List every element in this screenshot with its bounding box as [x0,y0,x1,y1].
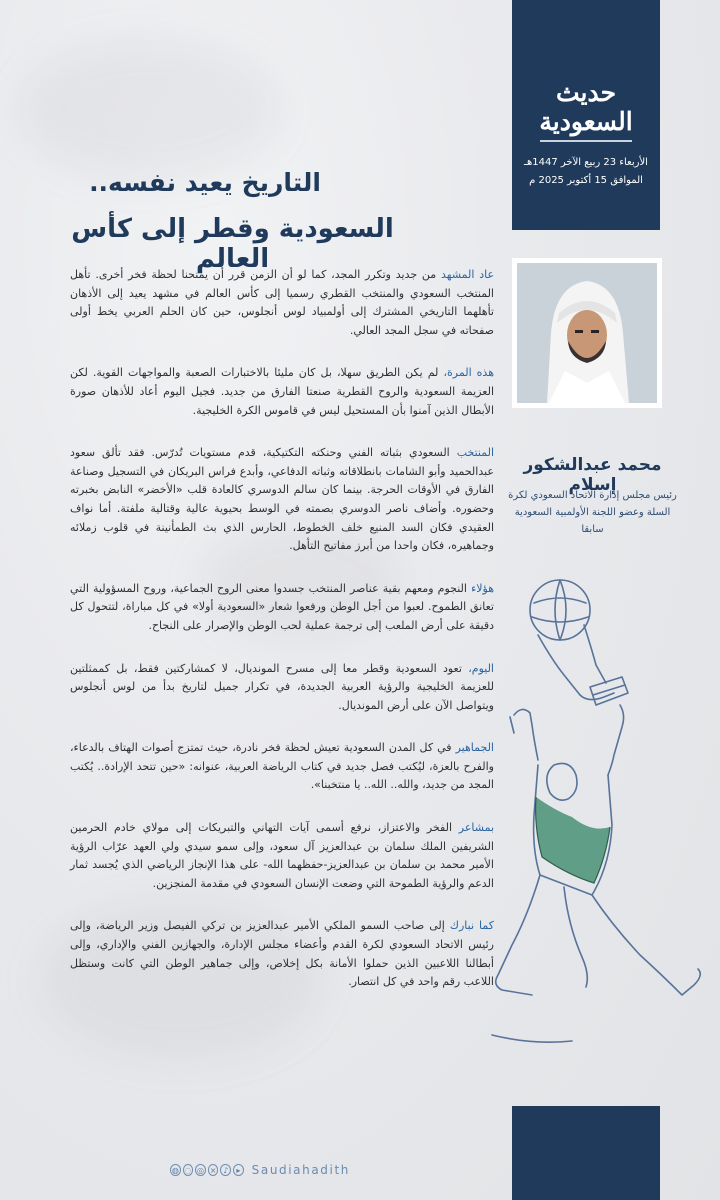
date-gregorian: الموافق 15 أكتوبر 2025 م [529,175,643,186]
paragraph-text: من جديد وتكرر المجد، كما لو أن الزمن قرر أن يمنحنا لحظة فخر أخرى. تأهل المنتخب السعودي والمنتخب القطري رسميا إلى كأس العالم في مشهد يعيد إلى الأذهان تأهلهما التاريخي المشترك إلى أولمبياد لوس أنجلوس، حين كان الحلم العربي يخط أولى صفحاته في سجل المجد العالي. [70,268,494,337]
article-body [70,266,494,1016]
youtube-icon[interactable]: ▸ [233,1164,244,1176]
paragraph-text: لم يكن الطريق سهلا، بل كان مليئا بالاختبارات الصعبة والمواجهات القوية. لكن العزيمة السعودية والروح القطرية صنعتا الفارق من جديد. فجيل اليوم أعاد للأذهان صورة الأبطال الذين آمنوا بأن المستحيل ليس في قاموس الكرة الخليجية. [70,366,494,417]
paragraph [70,917,494,991]
paragraph [70,739,494,795]
author-portrait [517,263,657,403]
headline-line-1: التاريخ يعيد نفسه.. [89,168,321,197]
paragraph [70,444,494,556]
paragraph-lead: المنتخب [456,446,494,460]
paragraph [70,580,494,636]
paragraph-text: النجوم ومعهم بقية عناصر المنتخب جسدوا معنى الروح الجماعية، وروح المسؤولية التي تعانق الطموح. لعبوا من أجل الوطن ورفعوا شعار «السعودية أولا» في كل مباراة، لتتحول كل دقيقة على أرض الملعب إلى ترجمة عملية لحب الوطن والإصرار على النجاح. [70,581,494,632]
paragraph-lead: عاد المشهد [440,268,495,281]
trophy-player-illustration [472,565,712,1085]
author-photo [512,258,662,408]
footer-banner [512,1106,660,1200]
paragraph-lead: اليوم، [468,661,494,675]
paragraph-lead: بمشاعر [458,821,494,835]
social-handle[interactable]: Saudiahadith [251,1163,350,1177]
masthead-logo: حديث السعودية [539,78,633,136]
background-texture [20,40,280,180]
tiktok-icon[interactable]: ♪ [220,1164,231,1176]
paragraph-text: تعود السعودية وقطر معا إلى مسرح المونديال، لا كمشاركتين فقط، بل كممثلتين للعزيمة الخليجية والرؤية العربية الجديدة، في تكرار جميل لتاريخ بدأ من لوس أنجلوس ويتواصل الآن على أرض المونديال. [70,661,494,712]
paragraph [70,819,494,893]
snapchat-icon[interactable]: ◌ [184,1166,192,1175]
paragraph-text: الفخر والاعتزاز، نرفع أسمى آيات التهاني والتبريكات إلى مولاي خادم الحرمين الشريفين الملك سلمان بن عبدالعزيز آل سعود، وإلى سمو سيدي ولي العهد عرّاب الرؤية الأمير محمد بن سلمان بن عبدالعزيز-حفظهما الله- على هذا الإنجاز الرياضي الذي يُجسد ثمار الدعم والرؤية الطموحة التي وضعت الإنسان السعودي في مقدمة المنجزين. [70,821,494,890]
author-title: رئيس مجلس إدارة الاتحاد السعودي لكرة السلة وعضو اللجنة الأولمبية السعودية سابقا [508,490,677,535]
paragraph-lead: هؤلاء [471,581,494,595]
paragraph-text: السعودي بثباته الفني وحنكته التكتيكية، قدم مستويات تُدرّس. فقد تألق سعود عبدالحميد وأبو الشامات بانطلاقاته وثباته الدفاعي، وأبدع فراس البريكان في التسجيل وصناعة الفارق في الأوقات الحرجة. بينما كان سالم الدوسري كالعادة قلب «الأخضر» النابض بخبرته وحضوره. وأضاف ناصر الدوسري بصمته في الوسط بحيوية عالية وقتالية ملفتة. أما نواف العقيدي فكان السد المنيع خلف الخطوط، الحارس الذي بث الطمأنينة في قلوب زملائه وجماهيره، فكان واحدا من أبرز مفاتيح التأهل. [70,446,494,553]
paragraph [70,364,494,420]
instagram-icon[interactable]: ◎ [197,1166,205,1175]
author-name: محمد عبدالشكور إسلام [523,455,662,495]
headline-line-2: السعودية وقطر إلى كأس العالم [71,214,394,274]
paragraph [70,660,494,716]
paragraph-lead: كما نبارك [449,919,494,933]
date-hijri: الأربعاء 23 ربيع الآخر 1447هـ [524,157,648,168]
x-icon[interactable]: × [209,1166,217,1175]
social-footer [170,1160,350,1180]
paragraph-lead: هذه المرة، [443,366,495,380]
paragraph-lead: الجماهير [455,741,494,755]
logo-underline [540,140,632,142]
masthead-banner [512,0,660,230]
paragraph [70,266,494,340]
paragraph-text: إلى صاحب السمو الملكي الأمير عبدالعزيز بن تركي الفيصل وزير الرياضة، وإلى رئيس الاتحاد السعودي لكرة القدم وأعضاء مجلس الإدارة، والجهازين الفني والإداري، وإلى أبطالنا اللاعبين الذين حملوا الأمانة بكل إخلاص، وإلى جماهير الوطن التي كانت وستظل اللاعب رقم واحد في كل انتصار. [70,919,494,989]
globe-icon[interactable]: ◍ [171,1166,179,1175]
paragraph-text: في كل المدن السعودية تعيش لحظة فخر نادرة، حيث تمتزج أصوات الهتاف بالدعاء، والفرح بالعزة، ليُكتب فصل جديد في كتاب الرياضة العربية، عنوانه: «حين تتحد الإرادة.. يُكتب المجد من جديد، والله.. الله.. يا منتخبنا». [70,741,494,792]
